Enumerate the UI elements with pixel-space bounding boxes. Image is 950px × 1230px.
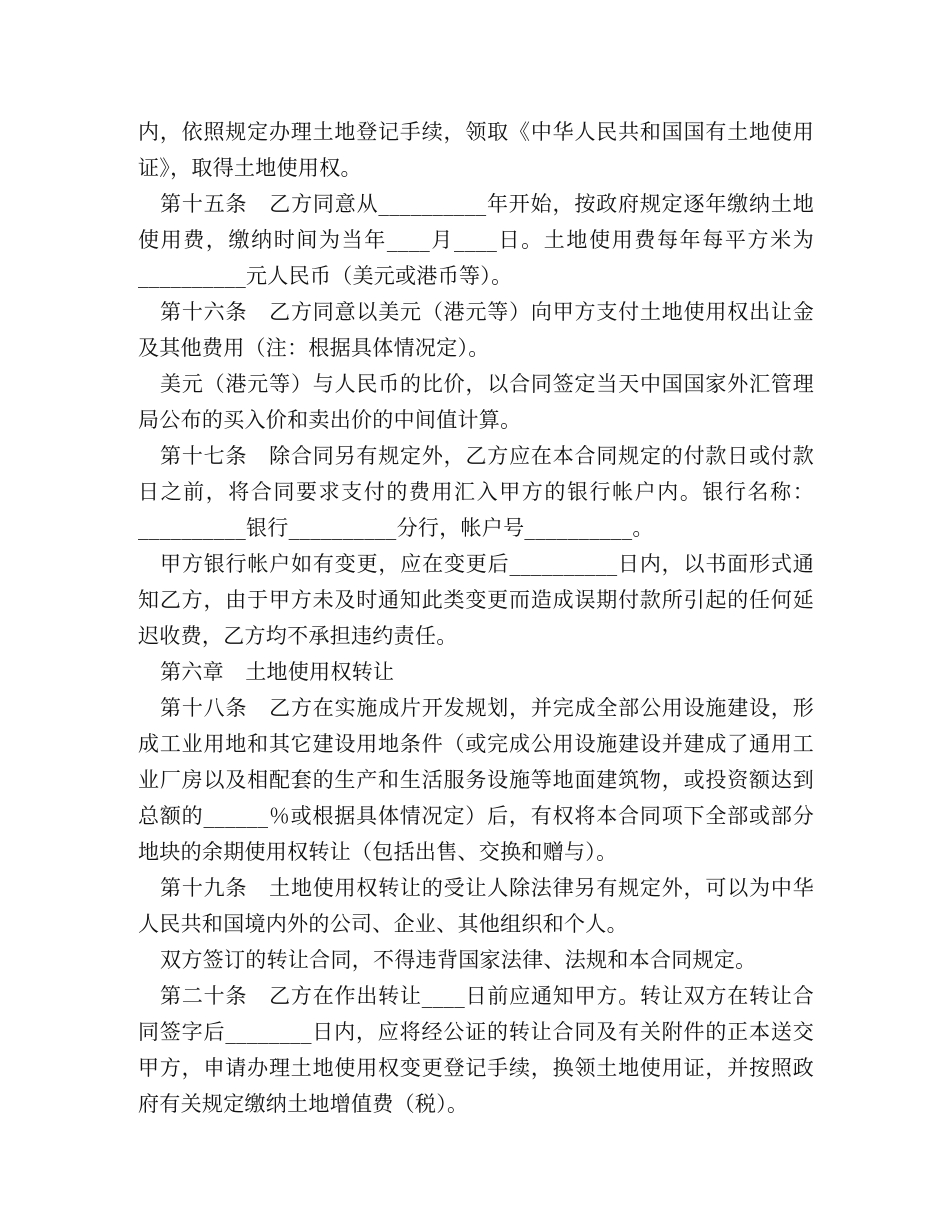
- paragraph-continuation: 内，依照规定办理土地登记手续，领取《中华人民共和国国有土地使用证》，取得土地使用权。: [138, 120, 814, 180]
- document-page: [138, 114, 814, 1122]
- transfer-contract-paragraph: 双方签订的转让合同，不得违背国家法律、法规和本合同规定。: [160, 948, 757, 972]
- exchange-rate-paragraph: 美元（港元等）与人民币的比价，以合同签定当天中国国家外汇管理局公布的买入价和卖出价的中间值计算。: [138, 372, 814, 432]
- article-20: 第二十条 乙方在作出转让____日前应通知甲方。转让双方在转让合同签字后________日内，应将经公证的转让合同及有关附件的正本送交甲方，申请办理土地使用权变更登记手续，换领土地使用证，并按照政府有关规定缴纳土地增值费（税）。: [138, 984, 814, 1116]
- article-19: 第十九条 土地使用权转让的受让人除法律另有规定外，可以为中华人民共和国境内外的公司、企业、其他组织和个人。: [138, 876, 814, 936]
- article-17: 第十七条 除合同另有规定外，乙方应在本合同规定的付款日或付款日之前，将合同要求支付的费用汇入甲方的银行帐户内。银行名称：__________银行__________分行，帐户号__________。: [138, 444, 814, 540]
- chapter-6-heading: 第六章 土地使用权转让: [160, 660, 395, 684]
- article-18: 第十八条 乙方在实施成片开发规划，并完成全部公用设施建设，形成工业用地和其它建设用地条件（或完成公用设施建设并建成了通用工业厂房以及相配套的生产和生活服务设施等地面建筑物，或投资额达到总额的______％或根据具体情况定）后，有权将本合同项下全部或部分地块的余期使用权转让（包括出售、交换和赠与）。: [138, 696, 814, 864]
- bank-account-change-paragraph: 甲方银行帐户如有变更，应在变更后__________日内，以书面形式通知乙方，由于甲方未及时通知此类变更而造成误期付款所引起的任何延迟收费，乙方均不承担违约责任。: [138, 552, 814, 648]
- article-15: 第十五条 乙方同意从__________年开始，按政府规定逐年缴纳土地使用费，缴纳时间为当年____月____日。土地使用费每年每平方米为__________元人民币（美元或港币等）。: [138, 192, 814, 288]
- article-16: 第十六条 乙方同意以美元（港元等）向甲方支付土地使用权出让金及其他费用（注：根据具体情况定）。: [138, 300, 814, 360]
